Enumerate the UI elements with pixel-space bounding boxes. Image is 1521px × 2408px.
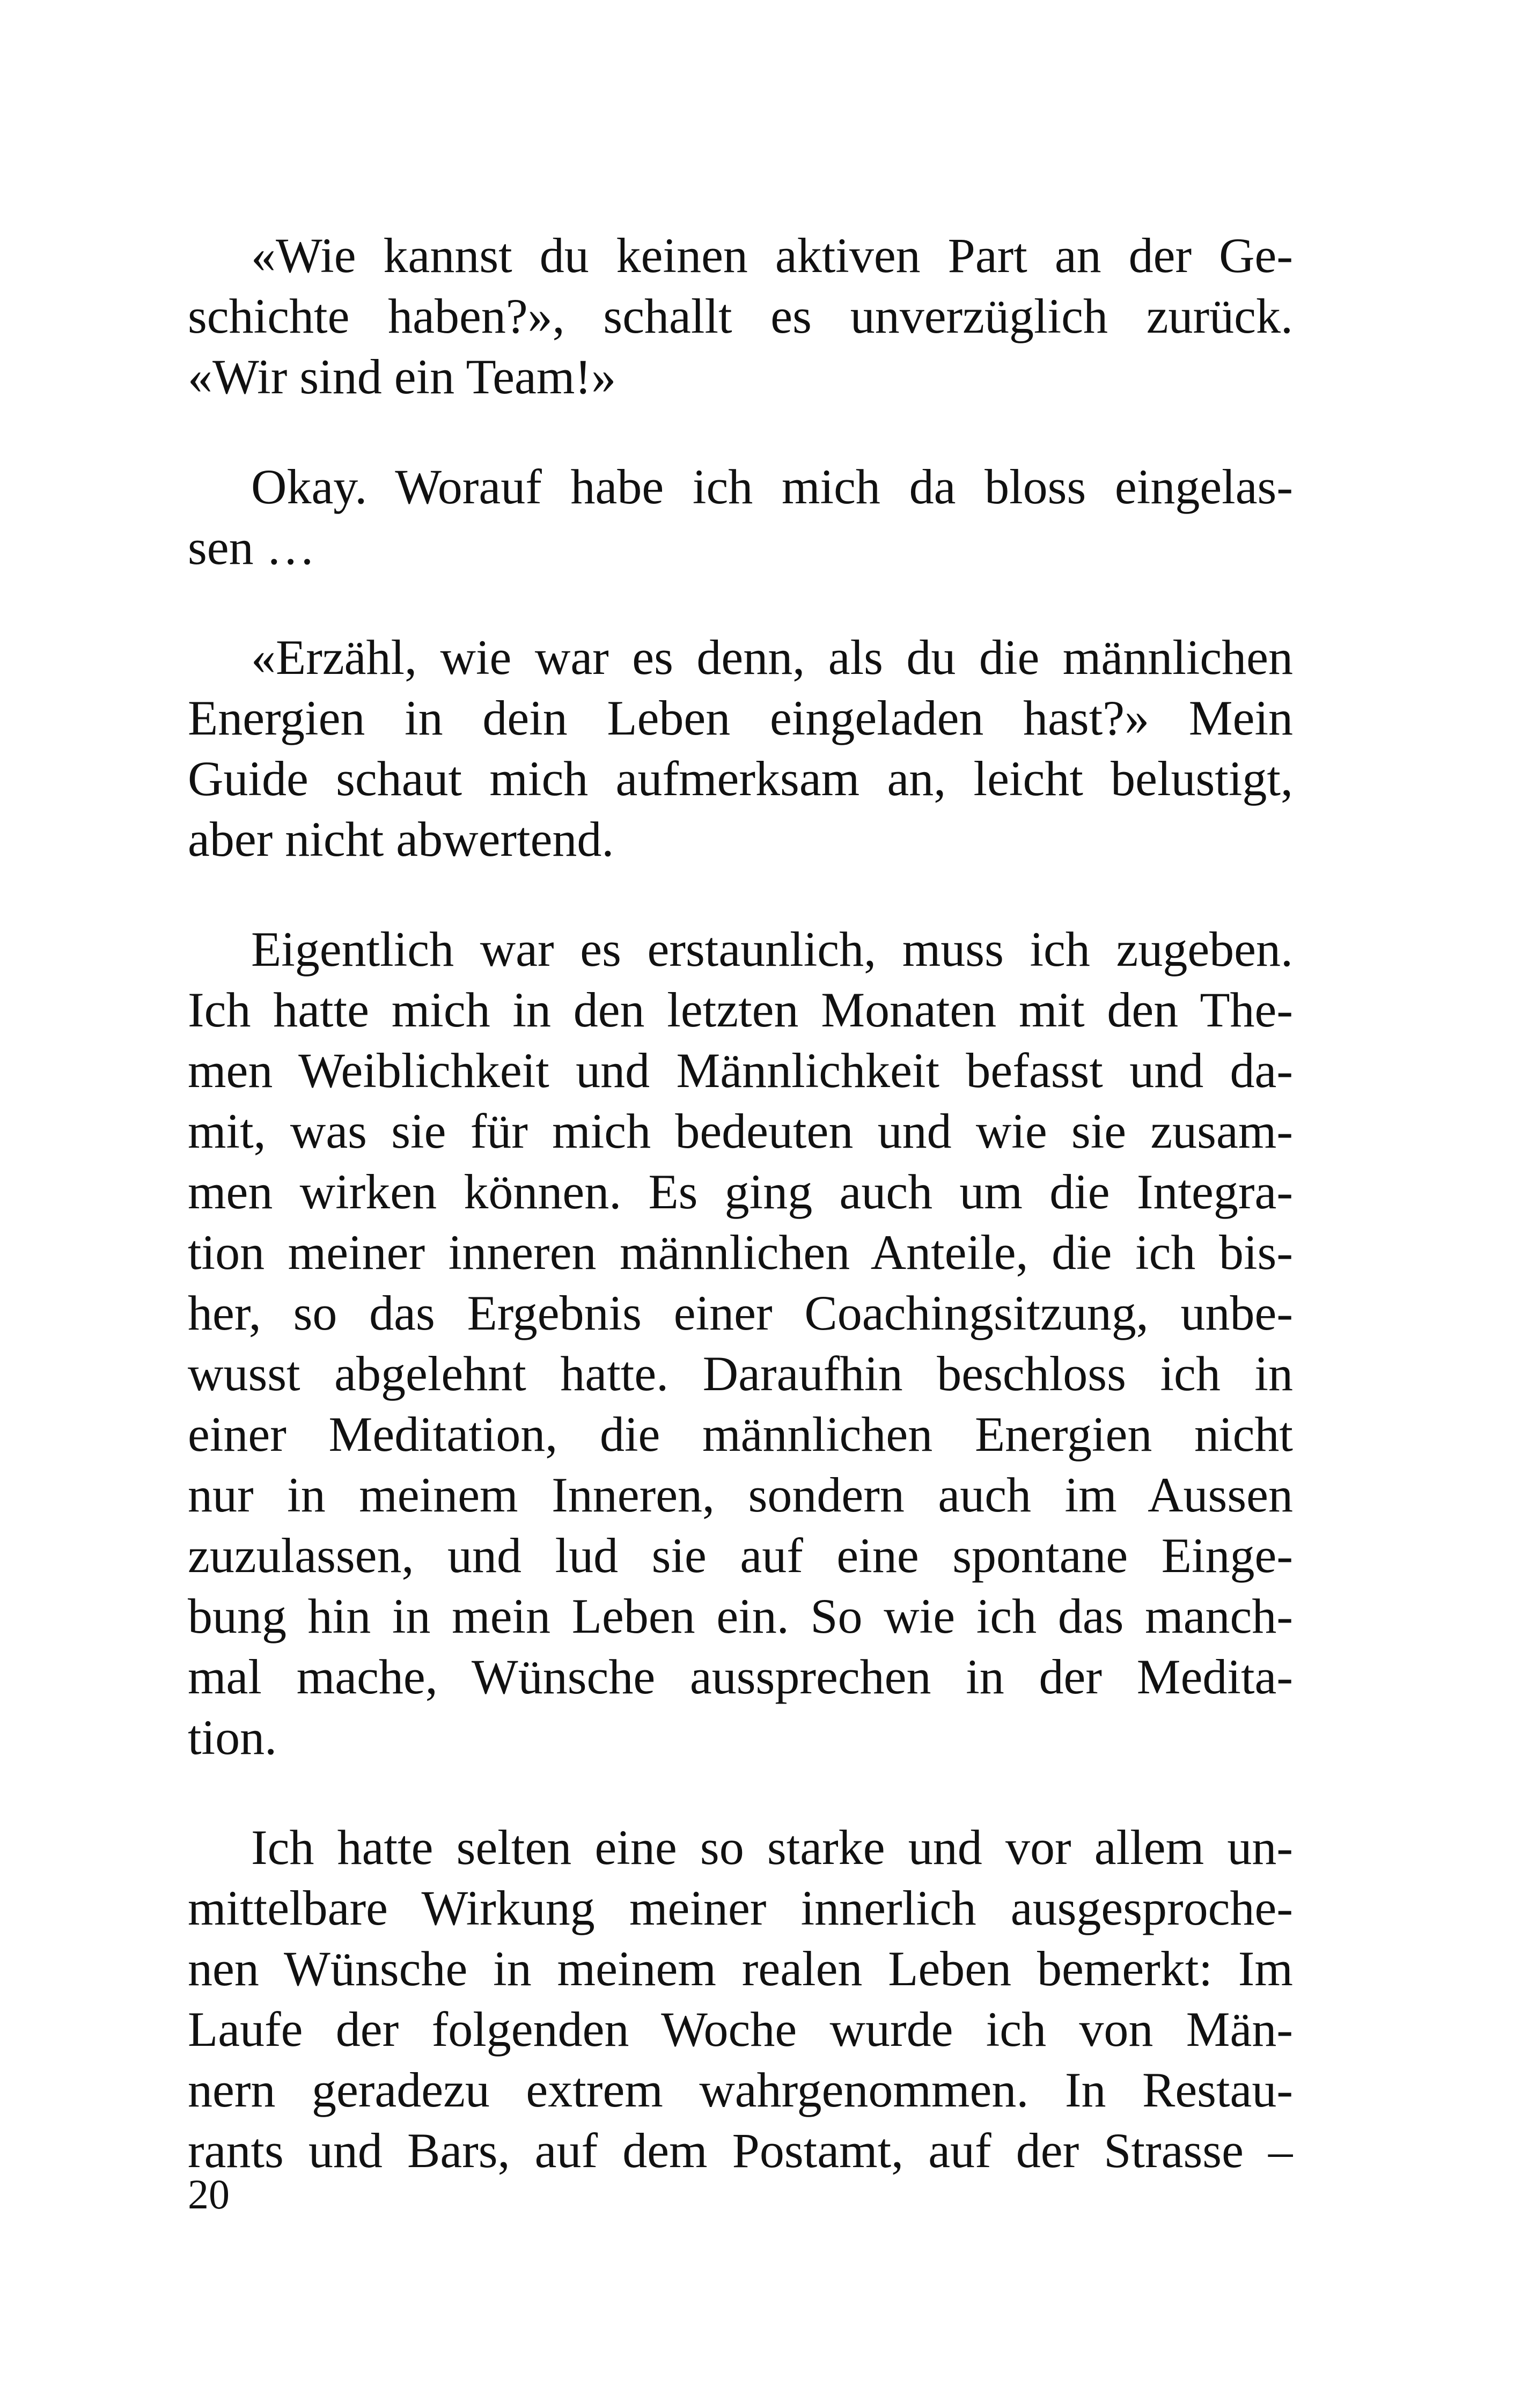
- text-line: Okay. Worauf habe ich mich da bloss eingelas-: [251, 459, 1293, 514]
- text-line: Ich hatte mich in den letzten Monaten mit den The-: [188, 982, 1293, 1037]
- page-number: 20: [188, 2171, 230, 2218]
- text-line: Laufe der folgenden Woche wurde ich von Män-: [188, 2002, 1293, 2057]
- text-line: nen Wünsche in meinem realen Leben bemerkt: Im: [188, 1941, 1293, 1996]
- text-line: Ich hatte selten eine so starke und vor allem un-: [251, 1820, 1293, 1875]
- text-line: men wirken können. Es ging auch um die Integra-: [188, 1164, 1293, 1219]
- text-line: rants und Bars, auf dem Postamt, auf der Strasse –: [188, 2123, 1293, 2178]
- text-line: «Erzähl, wie war es denn, als du die männlichen: [251, 630, 1293, 685]
- text-line: tion meiner inneren männlichen Anteile, die ich bis-: [188, 1225, 1293, 1280]
- paragraph-5: [188, 1817, 1293, 2181]
- text-line: «Wir sind ein Team!»: [188, 349, 616, 404]
- text-line: wusst abgelehnt hatte. Daraufhin beschloss ich in: [188, 1346, 1293, 1401]
- text-line: mit, was sie für mich bedeuten und wie sie zusam-: [188, 1104, 1293, 1158]
- text-line: Eigentlich war es erstaunlich, muss ich zugeben.: [251, 922, 1293, 977]
- text-line: nern geradezu extrem wahrgenommen. In Restau-: [188, 2062, 1293, 2117]
- text-line: her, so das Ergebnis einer Coachingsitzung, unbe-: [188, 1286, 1293, 1340]
- paragraph-4: [188, 919, 1293, 1768]
- text-line: «Wie kannst du keinen aktiven Part an der Ge-: [251, 228, 1293, 283]
- text-line: schichte haben?», schallt es unverzüglich zurück.: [188, 289, 1293, 343]
- text-line: nur in meinem Inneren, sondern auch im Aussen: [188, 1467, 1293, 1522]
- paragraph-1: [188, 225, 1293, 407]
- text-line: bung hin in mein Leben ein. So wie ich das manch-: [188, 1589, 1293, 1643]
- text-line: mal mache, Wünsche aussprechen in der Medita-: [188, 1649, 1293, 1704]
- text-line: sen …: [188, 520, 315, 575]
- text-line: tion.: [188, 1710, 277, 1765]
- text-line: Energien in dein Leben eingeladen hast?» Mein: [188, 691, 1293, 745]
- text-line: aber nicht abwertend.: [188, 812, 614, 867]
- text-line: Guide schaut mich aufmerksam an, leicht belustigt,: [188, 751, 1293, 806]
- body-text: [188, 225, 1293, 2230]
- text-line: einer Meditation, die männlichen Energien nicht: [188, 1407, 1293, 1462]
- paragraph-3: [188, 627, 1293, 870]
- text-line: zuzulassen, und lud sie auf eine spontane Einge-: [188, 1528, 1293, 1583]
- text-line: mittelbare Wirkung meiner innerlich ausgesproche-: [188, 1881, 1293, 1935]
- paragraph-2: [188, 457, 1293, 578]
- text-line: men Weiblichkeit und Männlichkeit befasst und da-: [188, 1043, 1293, 1098]
